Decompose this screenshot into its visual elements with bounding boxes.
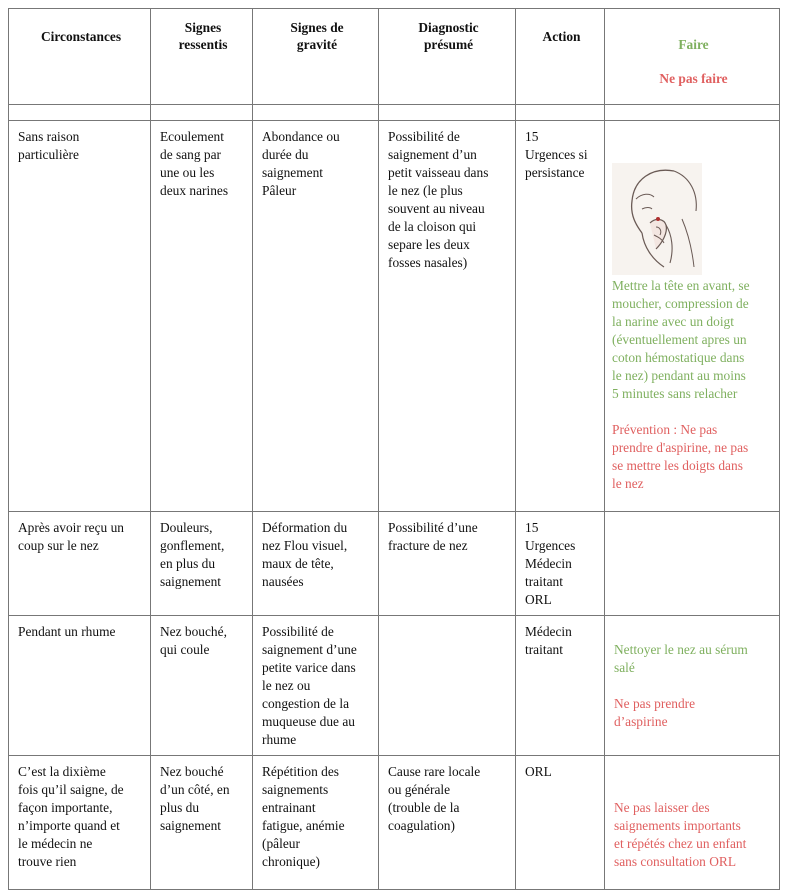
cell-signes-gravite: Répétition des saignements entrainant fatigue, anémie (pâleur chronique) [253,756,379,890]
ne-pas-faire-text: Ne pas laisser des saignements importants et répétés chez un enfant sans consultation ORL [614,800,747,869]
ne-pas-faire-text: Ne pas prendre d’aspirine [614,696,696,729]
cell-circonstances: Pendant un rhume [9,616,151,756]
cell-faire [605,616,780,756]
nose-pinch-illustration [612,145,702,257]
table-row [9,756,780,890]
header-signes-ressentis: Signes ressentis [151,9,253,105]
cell-circonstances: Après avoir reçu un coup sur le nez [9,512,151,616]
header-ne-pas-faire: Ne pas faire [659,71,728,86]
header-signes-gravite: Signes de gravité [253,9,379,105]
cell-circonstances: C’est la dixième fois qu’il saigne, de façon importante, n’importe quand et le médecin ne trouve rien [9,756,151,890]
cell-action: 15 Urgences si persistance [516,121,605,512]
cell-diagnostic [379,616,516,756]
header-action: Action [516,9,605,105]
table-row [9,121,780,512]
cell-action: Médecin traitant [516,616,605,756]
header-circonstances: Circonstances [9,9,151,105]
cell-signes-ressentis: Nez bouché d’un côté, en plus du saignement [151,756,253,890]
cell-signes-ressentis: Douleurs, gonflement, en plus du saignement [151,512,253,616]
header-faire: Faire [678,37,709,52]
cell-faire [605,512,780,616]
cell-signes-ressentis: Ecoulement de sang par une ou les deux narines [151,121,253,512]
cell-faire [605,121,780,512]
header-diagnostic: Diagnostic présumé [379,9,516,105]
cell-signes-ressentis: Nez bouché, qui coule [151,616,253,756]
nosebleed-table [8,8,780,890]
cell-signes-gravite: Abondance ou durée du saignement Pâleur [253,121,379,512]
table-row [9,616,780,756]
cell-signes-gravite: Déformation du nez Flou visuel, maux de tête, nausées [253,512,379,616]
cell-diagnostic: Possibilité d’une fracture de nez [379,512,516,616]
ne-pas-faire-text: Prévention : Ne pas prendre d'aspirine, ne pas se mettre les doigts dans le nez [612,422,749,491]
cell-action: 15 Urgences Médecin traitant ORL [516,512,605,616]
header-faire-ne-pas-faire [605,9,780,105]
cell-diagnostic: Cause rare locale ou générale (trouble de la coagulation) [379,756,516,890]
cell-action: ORL [516,756,605,890]
spacer-row [9,105,780,121]
table-row [9,512,780,616]
cell-circonstances: Sans raison particulière [9,121,151,512]
cell-diagnostic: Possibilité de saignement d’un petit vaisseau dans le nez (le plus souvent au niveau de la cloison qui separe les deux fosses nasales) [379,121,516,512]
cell-faire [605,756,780,890]
faire-text: Mettre la tête en avant, se moucher, compression de la narine avec un doigt (éventuellement apres un coton hémostatique dans le nez) pendant au moins 5 minutes sans relacher [612,278,750,401]
header-row [9,9,780,105]
faire-text: Nettoyer le nez au sérum salé [614,642,748,675]
cell-signes-gravite: Possibilité de saignement d’une petite varice dans le nez ou congestion de la muqueuse due au rhume [253,616,379,756]
